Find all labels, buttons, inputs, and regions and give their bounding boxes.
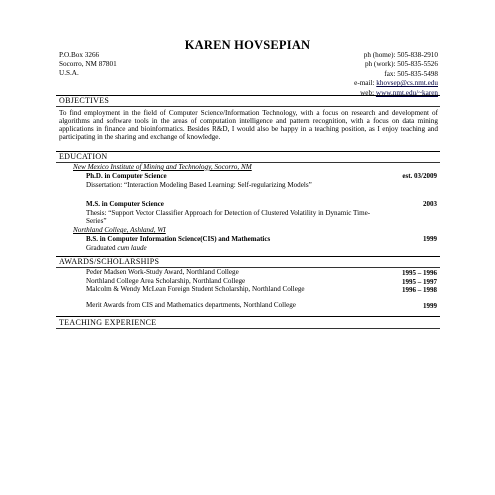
school-nmt: New Mexico Institute of Mining and Technology, Socorro, NM [73, 163, 252, 171]
address-line: P.O.Box 3266 [59, 51, 100, 59]
web-line [354, 89, 438, 98]
web-label: web: [360, 88, 376, 97]
section-divider [56, 151, 440, 152]
email-label: e-mail: [354, 79, 377, 88]
address-line: U.S.A. [59, 69, 79, 77]
date-ms: 2003 [423, 200, 437, 208]
honors-prefix: Graduated [86, 244, 118, 252]
phone-home: ph (home): 505-838-2910 [363, 51, 438, 59]
section-divider [56, 316, 440, 317]
awards-heading: AWARDS/SCHOLARSHIPS [59, 257, 160, 266]
award-date: 1995 – 1996 [402, 269, 437, 277]
thesis-title: Thesis: “Support Vector Classifier Approach for Detection of Clustered Volatility in Dynamic Time-Series” [86, 209, 371, 225]
address-line: Socorro, NM 87801 [59, 60, 117, 68]
objectives-heading: OBJECTIVES [59, 96, 110, 105]
fax-number: fax: 505-835-5498 [384, 69, 438, 78]
applicant-name: KAREN HOVSEPIAN [184, 38, 311, 52]
email-line [354, 79, 438, 88]
school-northland: Northland College, Ashland, WI [73, 226, 166, 234]
contact-info [354, 51, 438, 98]
postal-address [59, 51, 117, 78]
date-bs: 1999 [423, 235, 437, 243]
degree-bs: B.S. in Computer Information Science(CIS) and Mathematics [86, 235, 271, 243]
award-item: Peder Madsen Work-Study Award, Northland College [86, 268, 239, 276]
education-heading: EDUCATION [59, 152, 108, 161]
honors-latin: cum laude [117, 244, 147, 252]
dissertation-title: Dissertation: “Interaction Modeling Based Learning: Self-regularizing Models” [86, 181, 312, 189]
award-date: 1995 – 1997 [402, 278, 437, 286]
date-phd: est. 03/2009 [402, 172, 437, 180]
award-item: Malcolm & Wendy McLean Foreign Student Scholarship, Northland College [86, 285, 305, 293]
web-link[interactable]: www.nmt.edu/~karen [375, 88, 438, 97]
award-item: Northland College Area Scholarship, Northland College [86, 277, 246, 285]
award-date: 1996 – 1998 [402, 286, 437, 294]
degree-phd: Ph.D. in Computer Science [86, 172, 167, 180]
section-underline [56, 328, 440, 329]
section-divider [56, 95, 440, 96]
email-link[interactable]: khovsep@cs.nmt.edu [376, 79, 438, 88]
objectives-text: To find employment in the field of Computer Science/Information Technology, with a focus on research and development of algorithms and software tools in the areas of computation intelligence and pattern recognition, with a focus on data mining applications in finance and bioinformatics. Besides R&D, I would also be happy in a teaching position, as I enjoy teaching and participating in the sharing and exchange of knowledge. [59, 109, 438, 142]
award-date: 1999 [423, 302, 437, 310]
section-underline [56, 106, 440, 107]
teaching-heading: TEACHING EXPERIENCE [59, 318, 157, 327]
graduation-honors [86, 244, 376, 252]
award-item: Merit Awards from CIS and Mathematics departments, Northland College [86, 301, 296, 309]
degree-ms: M.S. in Computer Science [86, 200, 164, 208]
phone-work: ph (work): 505-835-5526 [364, 60, 438, 69]
